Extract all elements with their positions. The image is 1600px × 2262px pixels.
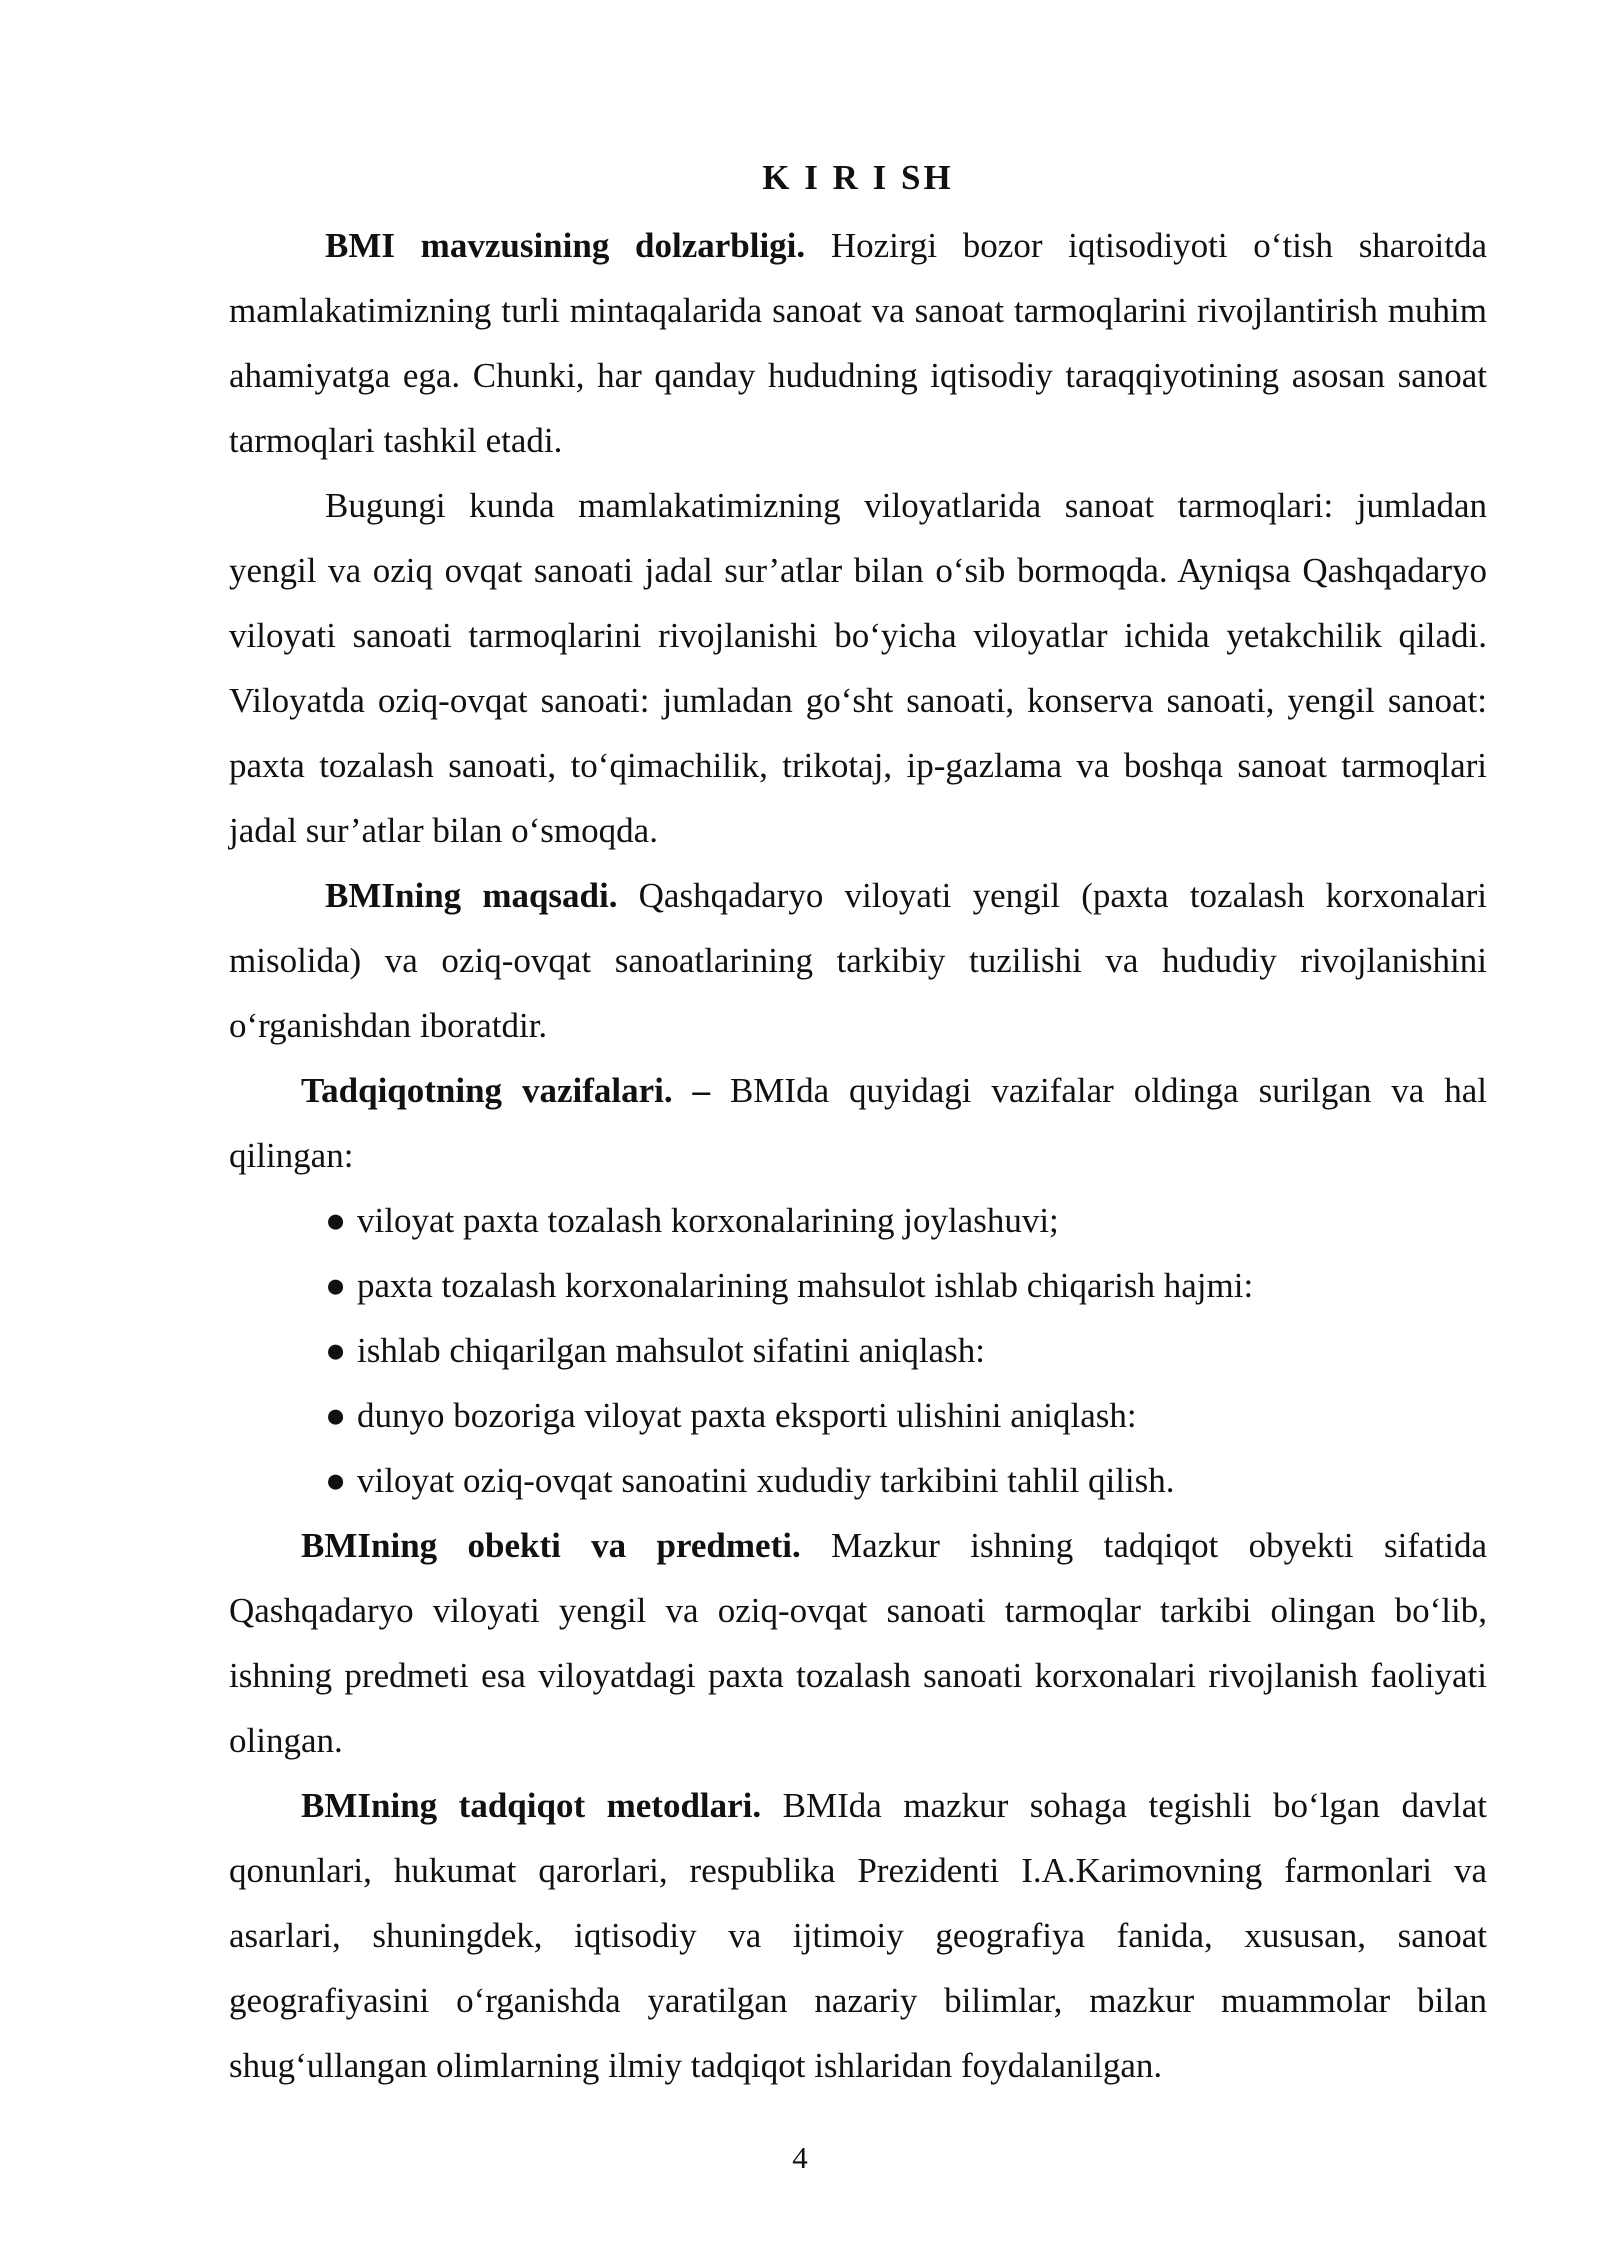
text-metodlar: BMIda mazkur sohaga tegishli bo‘lgan davlat qonunlari, hukumat qarorlari, respublika Prezidenti I.A.Karimovning farmonlari va asarlari, shuningdek, iqtisodiy va ijtimoiy geografiya fanida, xususan, sanoat geografiyasini o‘rganishda yaratilgan nazariy bilimlar, mazkur muammolar bilan shug‘ullangan olimlarning ilmiy tadqiqot ishlaridan foydalanilgan. xyxy=(229,1786,1487,2085)
heading-dolzarblik: BMI mavzusining dolzarbligi. xyxy=(325,226,806,265)
list-item-text: viloyat oziq-ovqat sanoatini xududiy tarkibini tahlil qilish. xyxy=(357,1461,1175,1500)
text-maqsad: Qashqadaryo viloyati yengil (paxta tozalash korxonalari misolida) va oziq-ovqat sanoatlarining tarkibiy tuzilishi va hududiy rivojlanishini o‘rganishdan iboratdir. xyxy=(229,876,1487,1045)
heading-obekt: BMIning obekti va predmeti. xyxy=(301,1526,801,1565)
text-obekt: Mazkur ishning tadqiqot obyekti sifatida Qashqadaryo viloyati yengil va oziq-ovqat sanoati tarmoqlar tarkibi olingan bo‘lib, ishning predmeti esa viloyatdagi paxta tozalash sanoati korxonalari rivojlanish faoliyati olingan. xyxy=(229,1526,1488,1760)
text-bugungi: Bugungi kunda mamlakatimizning viloyatlarida sanoat tarmoqlari: jumladan yengil va oziq ovqat sanoati jadal sur’atlar bilan o‘sib bormoqda. Ayniqsa Qashqadaryo viloyati sanoati tarmoqlarini rivojlanishi bo‘yicha viloyatlar ichida yetakchilik qiladi. Viloyatda oziq-ovqat sanoati: jumladan go‘sht sanoati, konserva sanoati, yengil sanoat: paxta tozalash sanoati, to‘qimachilik, trikotaj, ip-gazlama va boshqa sanoat tarmoqlari jadal sur’atlar bilan o‘smoqda. xyxy=(229,486,1487,850)
list-item-text: paxta tozalash korxonalarining mahsulot ishlab chiqarish hajmi: xyxy=(357,1266,1254,1305)
bullet-icon: ● xyxy=(325,1396,347,1435)
page-content xyxy=(229,148,1487,2098)
heading-maqsad: BMIning maqsadi. xyxy=(325,876,618,915)
list-item xyxy=(325,1318,1487,1383)
bullet-icon: ● xyxy=(325,1201,347,1240)
paragraph-metodlar xyxy=(229,1773,1487,2098)
heading-vazifalar: Tadqiqotning vazifalari. – xyxy=(301,1071,711,1110)
task-list xyxy=(229,1188,1487,1513)
list-item xyxy=(325,1188,1487,1253)
paragraph-dolzarblik xyxy=(229,213,1487,473)
bullet-icon: ● xyxy=(325,1331,347,1370)
page-title: K I R I SH xyxy=(762,158,954,197)
page-number: 4 xyxy=(792,2140,808,2175)
list-item xyxy=(325,1383,1487,1448)
list-item-text: dunyo bozoriga viloyat paxta eksporti ulishini aniqlash: xyxy=(357,1396,1137,1435)
text-vazifalar: BMIda quyidagi vazifalar oldinga surilgan va hal qilingan: xyxy=(229,1071,1487,1175)
list-item-text: ishlab chiqarilgan mahsulot sifatini aniqlash: xyxy=(357,1331,985,1370)
list-item-text: viloyat paxta tozalash korxonalarining joylashuvi; xyxy=(357,1201,1059,1240)
paragraph-maqsad xyxy=(229,863,1487,1058)
heading-metodlar: BMIning tadqiqot metodlari. xyxy=(301,1786,762,1825)
paragraph-obekt xyxy=(229,1513,1487,1773)
paragraph-bugungi xyxy=(229,473,1487,863)
list-item xyxy=(325,1448,1487,1513)
bullet-icon: ● xyxy=(325,1461,347,1500)
text-dolzarblik: Hozirgi bozor iqtisodiyoti o‘tish sharoitda mamlakatimizning turli mintaqalarida sanoat va sanoat tarmoqlarini rivojlantirish muhim ahamiyatga ega. Chunki, har qanday hududning iqtisodiy taraqqiyotining asosan sanoat tarmoqlari tashkil etadi. xyxy=(229,226,1487,460)
bullet-icon: ● xyxy=(325,1266,347,1305)
list-item xyxy=(325,1253,1487,1318)
paragraph-vazifalar xyxy=(229,1058,1487,1188)
